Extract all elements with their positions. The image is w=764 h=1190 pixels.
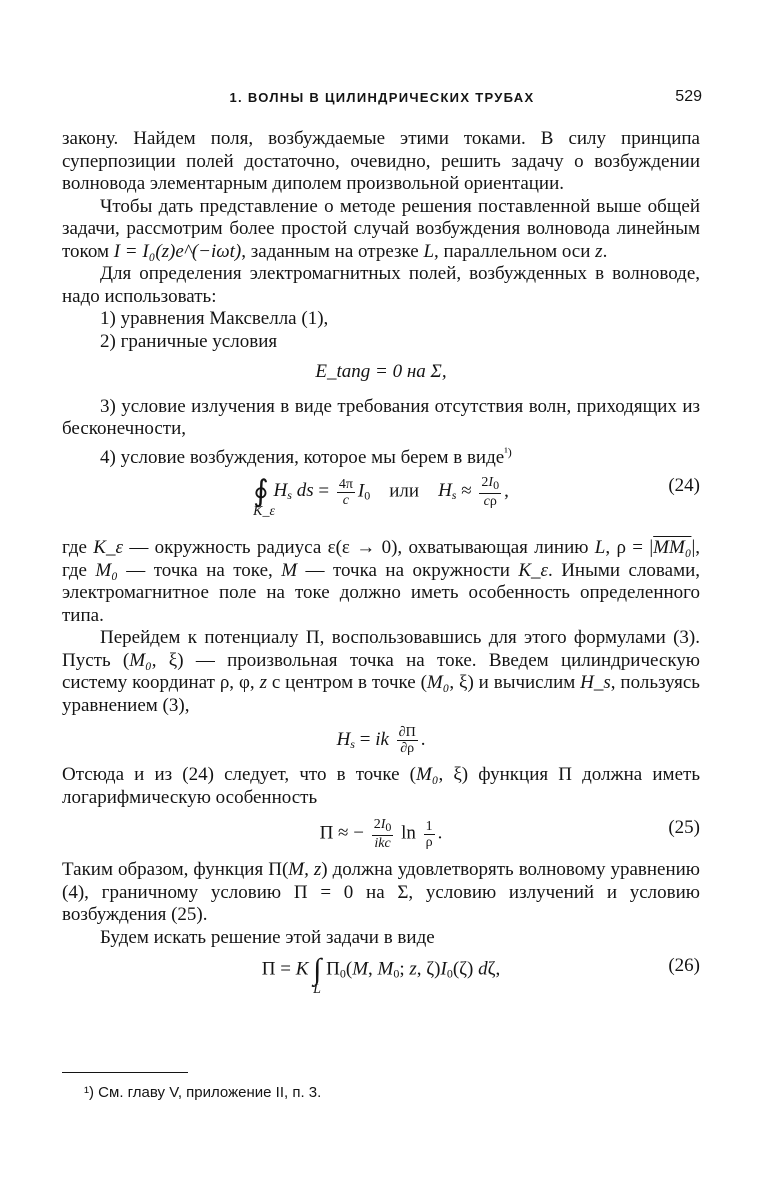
text-fragment: , ξ) — произвольная точка на токе. Введем цилиндрическую систему координат ρ, φ, [62, 649, 700, 693]
text-fragment: Чтобы дать представление о методе решения поставленной выше общей задачи, рассмотрим более простой случай возбуждения волновода линейным током [62, 195, 700, 262]
symbol-Mz: M, z [288, 859, 322, 880]
page-number: 529 [675, 88, 702, 105]
list-item-3: 3) условие излучения в виде требования отсутствия волн, приходящих из бесконечности, [62, 395, 700, 439]
footnote-mark: ¹) [84, 1084, 94, 1101]
text-fragment: с центром в точке ( [266, 672, 427, 693]
text-fragment: , ρ = | [605, 537, 654, 558]
paragraph-method [62, 196, 700, 264]
symbol-L: L [594, 537, 606, 558]
equation-26: Π = K ∫ L $\Pi_0(M$, $M_0$; z, $\zeta)I_0(\zeta)$ dζ, (26) [261, 953, 700, 997]
text-fragment: где [62, 537, 94, 558]
symbol-M0: M₀ [426, 672, 450, 693]
text-fragment: — окружность радиуса ε(ε → 0), охватывающая линию [122, 537, 595, 558]
integral-icon: ∫ L [313, 953, 322, 997]
text-fragment: ) должна удовлетворять волновому уравнению (4), граничному условию Π = 0 на Σ, условию излучений и условию возбуждения (25). [62, 859, 700, 925]
text-fragment: , пользуясь уравнением (3), [62, 672, 700, 716]
formula-boundary: E_tang = 0 на Σ, [315, 361, 447, 382]
symbol-z: z [259, 672, 267, 693]
text-fragment: — точка на окружности [297, 559, 519, 581]
text-fragment: Отсюда и из (24) следует, что в точке ( [62, 764, 416, 785]
formula-current: I = I₀(z)e^(−iωt) [113, 240, 242, 262]
symbol-M: M [281, 559, 298, 581]
integral-limit: K_ε [253, 504, 276, 519]
equation-boundary [62, 361, 700, 384]
text-fragment: , ξ) функция Π должна иметь логарифмическую особенность [62, 764, 700, 808]
equation-24: ∮ K_ε $H_s$ ds = $\frac{4\pi}{c}$ $I_0$ или $H_s$ ≈ $\frac{2I_0}{c\rho}$ , (24) [253, 475, 700, 519]
symbol-M0: M₀ [416, 764, 439, 785]
symbol-z: z [595, 240, 603, 262]
equation-Hs: $H_s$ = ik $\frac{\partial\Pi}{\partial\rho}$ . [336, 725, 426, 756]
word-or: или [389, 480, 420, 502]
fraction-2I0-ikc: $\frac{2I_0}{\text{ikc}}$ [373, 817, 392, 851]
integral-limit: L [313, 982, 321, 997]
list-item-4 [100, 441, 700, 470]
paragraph-log [62, 764, 700, 809]
equation-number-25: (25) [668, 817, 700, 838]
fraction-4pi-c: $\frac{4\pi}{c}$ [338, 476, 353, 508]
text-fragment: . Иными словами, электромагнитное поле на токе должно иметь особенность определенного типа. [62, 559, 701, 626]
footnote-divider [62, 1072, 188, 1073]
equation-25: Π ≈ − $\frac{2I_0}{\text{ikc}}$ ln $\frac{1}{\rho}$ . (25) [319, 817, 700, 851]
text-fragment: , ξ) и вычислим [449, 672, 581, 693]
symbol-M0: M₀ [95, 559, 118, 581]
text-fragment: . [602, 240, 608, 262]
symbol-Hs: H_s [580, 672, 611, 693]
running-title: 1. ВОЛНЫ В ЦИЛИНДРИЧЕСКИХ ТРУБАХ [229, 90, 535, 105]
paragraph-intro: закону. Найдем поля, возбуждаемые этими токами. В силу принципа суперпозиции полей достаточно, очевидно, решить задачу о возбуждении волновода элементарным диполем произвольной ориентации. [62, 128, 700, 194]
text-fragment: 4) условие возбуждения, которое мы берем в виде [100, 446, 505, 468]
equation-number-26: (26) [668, 955, 700, 976]
text-fragment: , заданным на отрезке [241, 240, 424, 262]
text-fragment: — точка на токе, [117, 559, 282, 581]
text-fragment: , параллельном оси [434, 240, 596, 262]
contour-integral-icon: ∮ K_ε [253, 475, 276, 519]
paragraph-potential [62, 627, 700, 717]
footnote-ref: ¹) [504, 444, 512, 459]
fraction-1-rho: $\frac{1}{\rho}$ [425, 818, 433, 850]
symbol-L: L [423, 240, 435, 262]
main-text [62, 128, 700, 1013]
paragraph-definitions [62, 537, 700, 627]
footnote-text: См. главу V, приложение II, п. 3. [98, 1084, 322, 1101]
paragraph-summary [62, 859, 700, 927]
fraction-dPi-drho: $\frac{\partial\Pi}{\partial\rho}$ [398, 725, 416, 756]
symbol-K-eps: K_ε [518, 559, 548, 581]
symbol-K-eps: K_ε [93, 537, 123, 558]
fraction-2I0-crho: $\frac{2I_0}{c\rho}$ [481, 475, 500, 509]
text-fragment: Перейдем к потенциалу Π, воспользовавшись для этого формулами (3). Пусть ( [62, 627, 700, 671]
symbol-M0: M₀ [129, 649, 152, 671]
footnote [84, 1084, 321, 1101]
list-item-1: 1) уравнения Максвелла (1), [100, 308, 329, 329]
paragraph-solution: Будем искать решение этой задачи в виде [100, 926, 435, 948]
paragraph-conditions: Для определения электромагнитных полей, возбужденных в волноводе, надо использовать: [62, 263, 700, 307]
equation-number-24: (24) [668, 475, 700, 496]
page-header [62, 90, 702, 112]
list-item-2: 2) граничные условия [100, 330, 278, 352]
vector-MM0: MM₀ [653, 537, 692, 558]
text-fragment: Таким образом, функция Π( [62, 859, 289, 880]
text-fragment: |, где [62, 537, 700, 581]
